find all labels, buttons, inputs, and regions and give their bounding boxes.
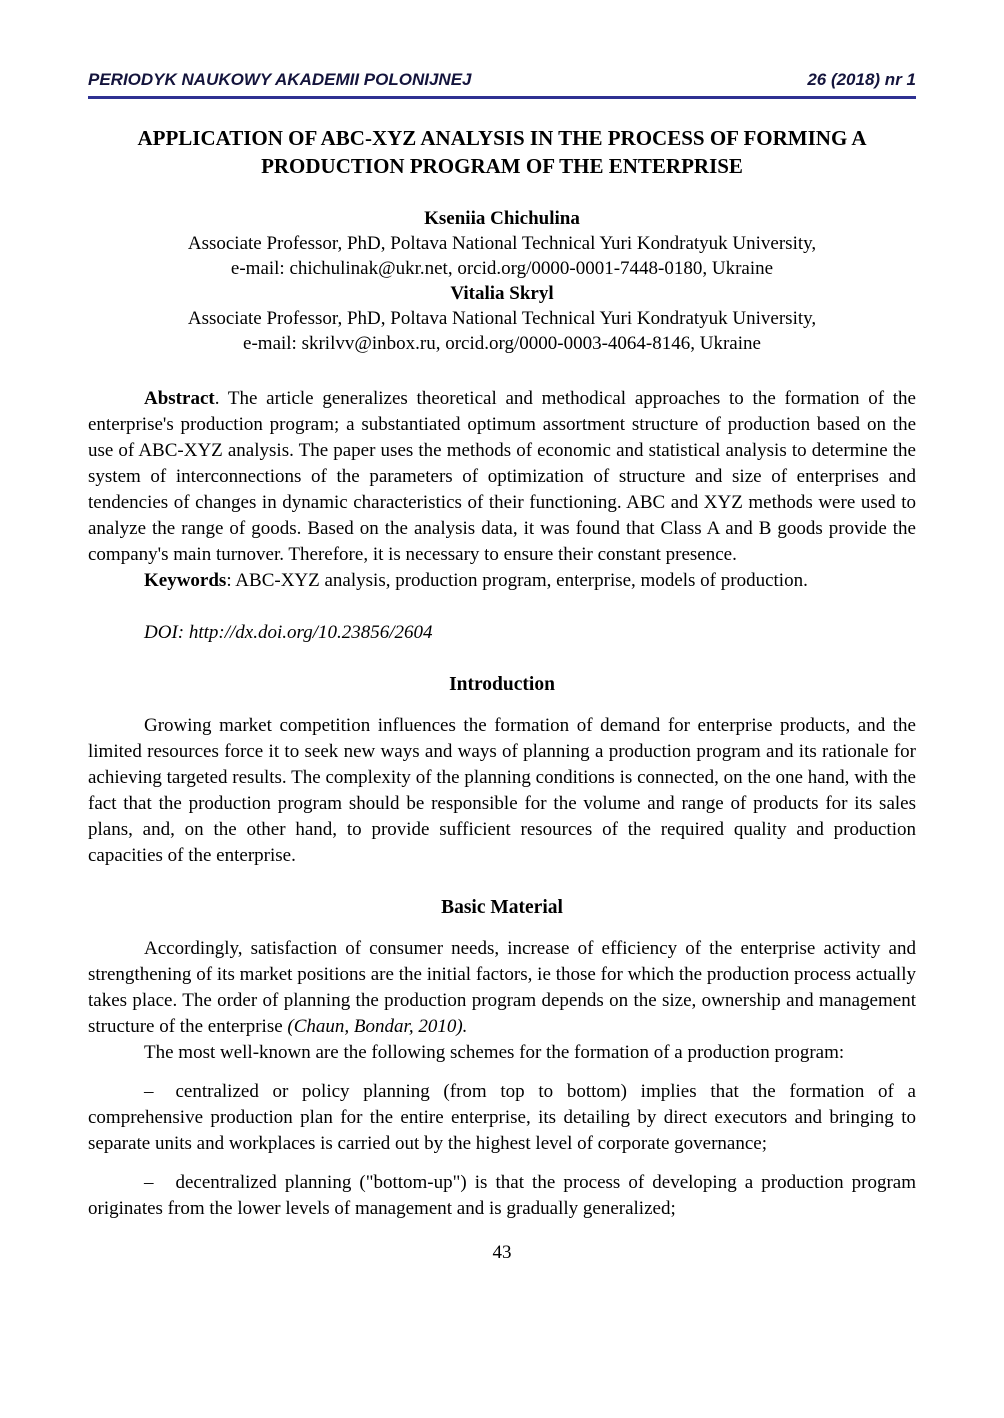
- author-affiliation: Associate Professor, PhD, Poltava National Technical Yuri Kondratyuk University,: [187, 308, 817, 330]
- list-item-text: decentralized planning ("bottom-up") is that the process of developing a production program originates from the lower levels of management and is gradually generalized;: [88, 1172, 916, 1220]
- abstract-block: [88, 386, 916, 594]
- issue-number: 26 (2018) nr 1: [807, 70, 916, 89]
- basic-material-paragraph-1: [88, 936, 916, 1040]
- list-dash: –: [144, 1081, 154, 1103]
- authors-block: [88, 206, 916, 356]
- keywords-text: : ABC-XYZ analysis, production program, enterprise, models of production.: [226, 570, 808, 592]
- list-dash: –: [144, 1172, 154, 1194]
- page-number: 43: [492, 1242, 512, 1264]
- basic-material-paragraph-2: The most well-known are the following schemes for the formation of a production program:: [144, 1042, 845, 1064]
- author-name: Vitalia Skryl: [450, 283, 554, 305]
- doi-line: DOI: http://dx.doi.org/10.23856/2604: [144, 622, 433, 644]
- section-heading-introduction: Introduction: [449, 674, 555, 696]
- author-name: Kseniia Chichulina: [424, 207, 580, 229]
- abstract-text: . The article generalizes theoretical and methodical approaches to the formation of the enterprise's production program; a substantiated optimum assortment structure of production based on the use of ABC-XYZ analysis. The paper uses the methods of economic and statistical analysis to determine the system of interconnections of the parameters of optimization of structure and size of enterprises and tendencies of changes in dynamic characteristics of their functioning. ABC and XYZ methods were used to analyze the range of goods. Based on the analysis data, it was found that Class A and B goods provide the company's main turnover. Therefore, it is necessary to ensure their constant presence.: [88, 388, 916, 566]
- list-item: [88, 1079, 916, 1157]
- author-contact: e-mail: chichulinak@ukr.net, orcid.org/0000-0001-7448-0180, Ukraine: [230, 258, 774, 280]
- article-title: APPLICATION OF ABC-XYZ ANALYSIS IN THE PROCESS OF FORMING A PRODUCTION PROGRAM OF THE ENTERPRISE: [137, 126, 867, 178]
- author-affiliation: Associate Professor, PhD, Poltava National Technical Yuri Kondratyuk University,: [187, 232, 817, 254]
- list-item: [88, 1170, 916, 1222]
- section-heading-basic-material: Basic Material: [441, 897, 563, 919]
- list-item-text: centralized or policy planning (from top to bottom) implies that the formation of a comprehensive production plan for the entire enterprise, its detailing by direct executors and bringing to separate units and workplaces is carried out by the highest level of corporate governance;: [88, 1081, 916, 1155]
- keywords-paragraph: [88, 568, 916, 594]
- citation: (Chaun, Bondar, 2010).: [287, 1016, 468, 1038]
- journal-header: [88, 68, 916, 99]
- introduction-paragraph: Growing market competition influences the formation of demand for enterprise products, and the limited resources force it to seek new ways and ways of planning a production program and its rationale for achieving targeted results. The complexity of the planning conditions is connected, on the one hand, with the fact that the production program should be responsible for the volume and range of products for its sales plans, and, on the other hand, to provide sufficient resources of the required quality and production capacities of the enterprise.: [88, 715, 916, 867]
- keywords-label: Keywords: [144, 570, 227, 592]
- author-contact: e-mail: skrilvv@inbox.ru, orcid.org/0000-0003-4064-8146, Ukraine: [243, 333, 761, 355]
- abstract-paragraph: [88, 386, 916, 568]
- abstract-label: Abstract: [144, 388, 215, 410]
- basic-material-text: Accordingly, satisfaction of consumer needs, increase of efficiency of the enterprise activity and strengthening of its market positions are the initial factors, ie those for which the production process actually takes place. The order of planning the production program depends on the size, ownership and management structure of the enterprise: [88, 937, 916, 1038]
- journal-name: PERIODYK NAUKOWY AKADEMII POLONIJNEJ: [88, 70, 472, 89]
